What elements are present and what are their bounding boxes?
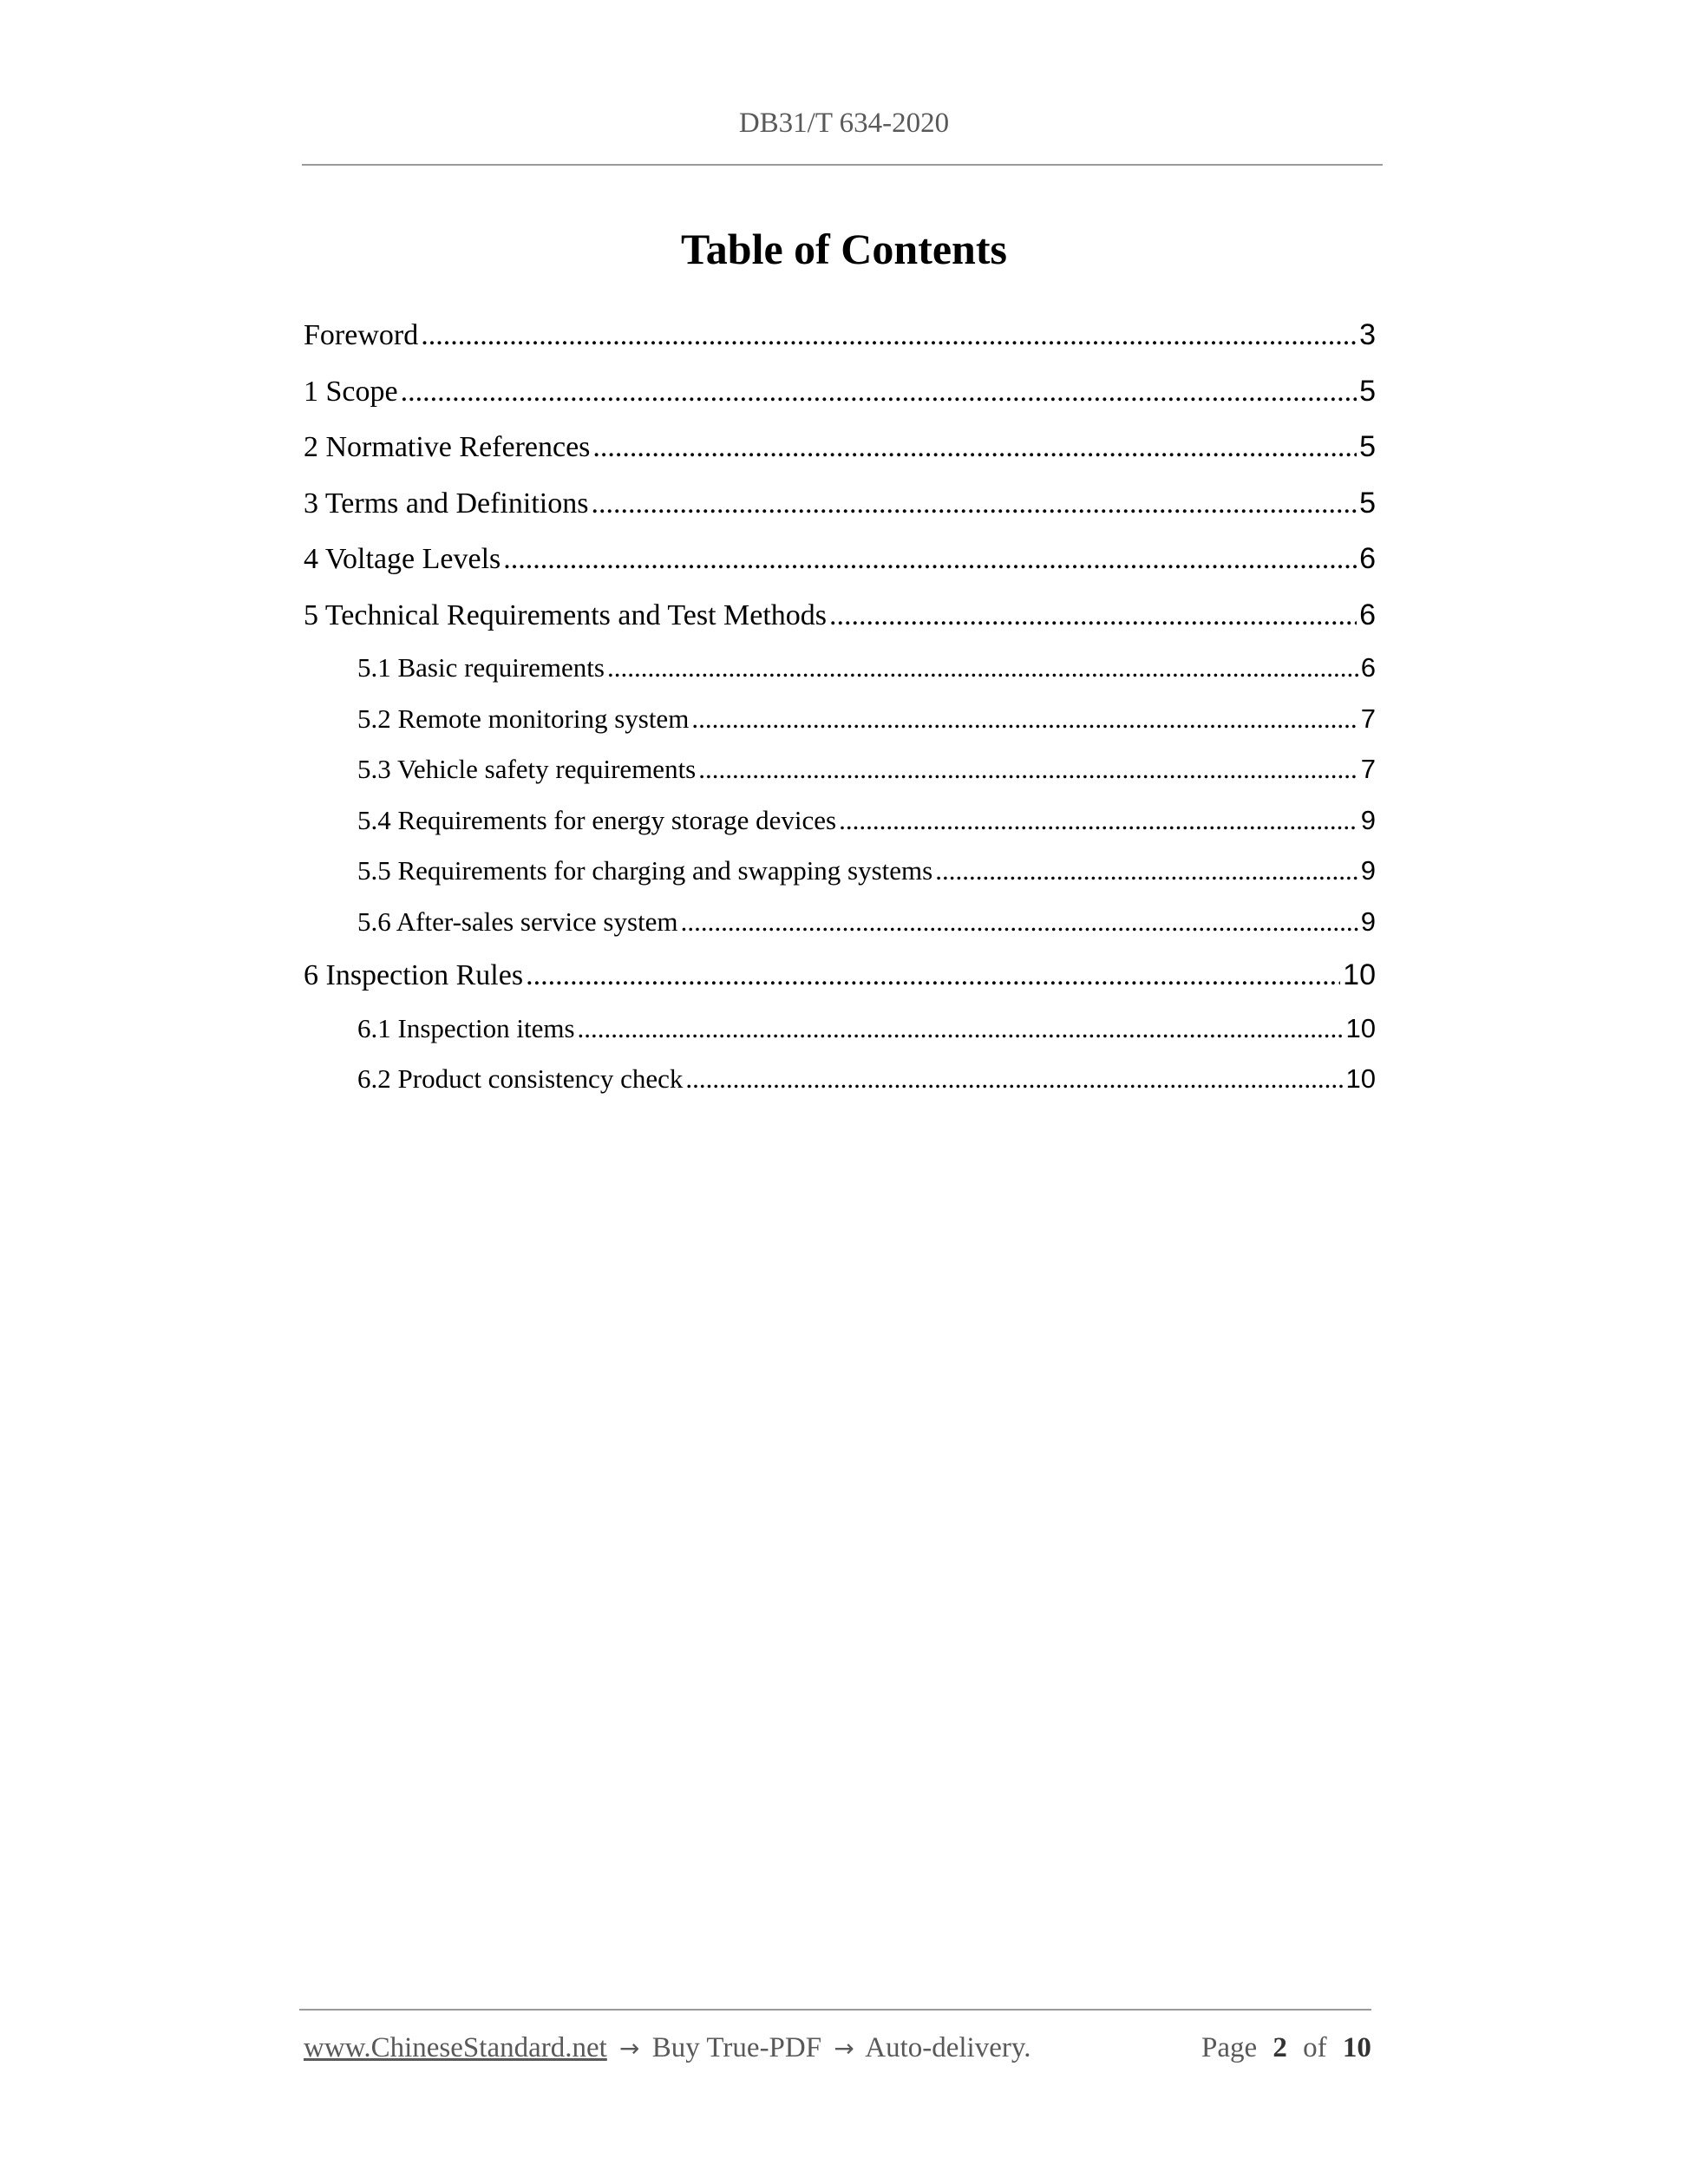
toc-entry-label: 6 Inspection Rules — [304, 959, 524, 991]
table-of-contents — [304, 307, 1376, 1105]
toc-dot-leader — [591, 476, 1357, 532]
toc-entry[interactable] — [304, 307, 1376, 363]
toc-dot-leader — [829, 588, 1357, 644]
page-label: Page — [1201, 2032, 1258, 2063]
toc-dot-leader — [503, 532, 1357, 587]
toc-entry-label: 3 Terms and Definitions — [304, 487, 589, 520]
right-arrow-icon: → — [834, 2034, 854, 2063]
toc-title: Table of Contents — [681, 225, 1007, 273]
toc-dot-leader — [592, 420, 1357, 475]
page-indicator — [1201, 2032, 1380, 2064]
toc-dot-leader — [935, 846, 1358, 897]
toc-dot-leader — [607, 643, 1358, 694]
toc-entry-label: 5.6 After-sales service system — [357, 906, 678, 937]
document-code-header: DB31/T 634-2020 — [738, 108, 950, 139]
toc-entry-page-number: 10 — [1345, 1012, 1376, 1043]
right-arrow-icon: → — [619, 2034, 640, 2063]
toc-entry-label: 6.1 Inspection items — [357, 1012, 575, 1043]
footer-divider — [299, 2009, 1371, 2011]
toc-entry[interactable] — [304, 1054, 1376, 1105]
toc-entry[interactable] — [304, 947, 1376, 1004]
toc-entry-label: 4 Voltage Levels — [304, 543, 501, 575]
toc-entry-label: 5.2 Remote monitoring system — [357, 703, 690, 734]
toc-entry-page-number: 6 — [1360, 652, 1376, 683]
toc-entry-page-number: 3 — [1359, 318, 1376, 351]
toc-entry-label: 5.3 Vehicle safety requirements — [357, 754, 697, 784]
site-link[interactable]: www.ChineseStandard.net — [304, 2032, 607, 2063]
toc-entry-label: Foreword — [304, 319, 419, 351]
toc-entry-label: 2 Normative References — [304, 431, 591, 463]
toc-entry[interactable] — [304, 475, 1376, 532]
auto-delivery-text: Auto-delivery. — [865, 2032, 1031, 2063]
toc-entry[interactable] — [304, 419, 1376, 475]
toc-entry-page-number: 5 — [1359, 374, 1376, 408]
toc-dot-leader — [526, 948, 1340, 1004]
toc-entry[interactable] — [304, 363, 1376, 420]
toc-entry-page-number: 10 — [1343, 958, 1376, 991]
toc-entry[interactable] — [304, 531, 1376, 587]
buy-true-pdf-text: Buy True-PDF — [651, 2032, 822, 2063]
toc-dot-leader — [839, 795, 1358, 847]
toc-entry-label: 5 Technical Requirements and Test Methods — [304, 598, 828, 631]
page-of-label: of — [1303, 2032, 1327, 2063]
toc-entry[interactable] — [304, 643, 1376, 694]
toc-dot-leader — [578, 1004, 1344, 1055]
toc-dot-leader — [421, 308, 1357, 363]
toc-entry-page-number: 5 — [1359, 430, 1376, 463]
toc-entry-label: 5.5 Requirements for charging and swapping systems — [357, 855, 933, 886]
toc-entry-page-number: 6 — [1359, 542, 1376, 575]
total-page-count: 10 — [1342, 2032, 1371, 2063]
toc-entry-page-number: 9 — [1360, 804, 1376, 835]
toc-entry[interactable] — [304, 795, 1376, 847]
toc-entry[interactable] — [304, 587, 1376, 644]
footer-promo — [304, 2032, 1030, 2064]
toc-dot-leader — [691, 694, 1358, 745]
toc-dot-leader — [401, 364, 1357, 420]
toc-entry-page-number: 10 — [1345, 1063, 1376, 1094]
toc-dot-leader — [685, 1054, 1343, 1105]
toc-entry-page-number: 7 — [1360, 703, 1376, 734]
toc-entry-page-number: 7 — [1360, 754, 1376, 784]
toc-dot-leader — [698, 744, 1358, 795]
toc-entry[interactable] — [304, 897, 1376, 948]
toc-entry[interactable] — [304, 1004, 1376, 1055]
header-divider — [302, 164, 1383, 166]
toc-entry[interactable] — [304, 846, 1376, 897]
toc-entry-page-number: 5 — [1359, 486, 1376, 520]
toc-entry-label: 5.1 Basic requirements — [357, 652, 605, 683]
toc-entry-page-number: 9 — [1360, 855, 1376, 886]
current-page-number: 2 — [1273, 2032, 1287, 2063]
toc-entry-label: 5.4 Requirements for energy storage devices — [357, 804, 837, 835]
toc-entry-page-number: 9 — [1360, 906, 1376, 937]
toc-entry[interactable] — [304, 694, 1376, 745]
toc-entry[interactable] — [304, 744, 1376, 795]
toc-entry-page-number: 6 — [1359, 598, 1376, 631]
toc-entry-label: 1 Scope — [304, 375, 398, 408]
toc-entry-label: 6.2 Product consistency check — [357, 1063, 684, 1094]
toc-dot-leader — [681, 897, 1358, 948]
